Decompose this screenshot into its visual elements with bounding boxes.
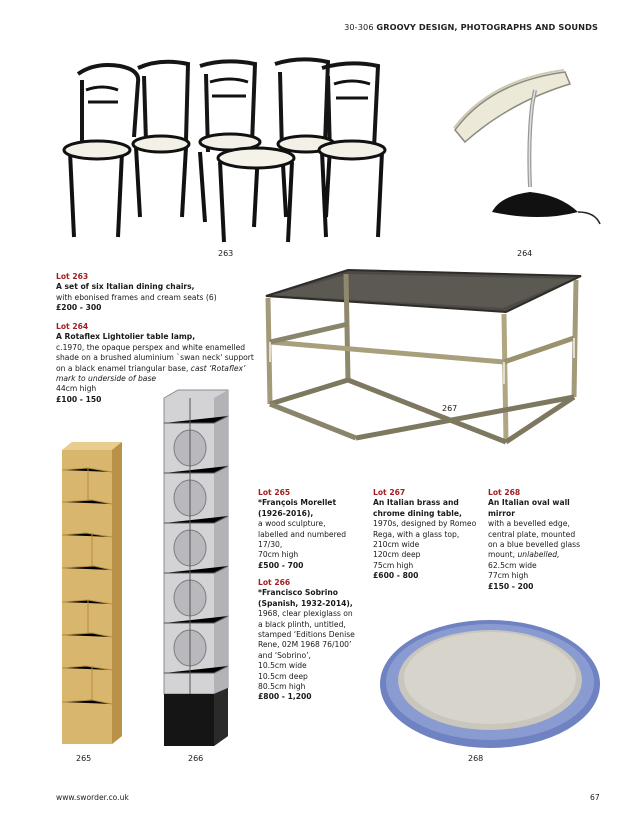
lot-267-title-2: chrome dining table, (373, 508, 462, 518)
lot-264-desc-4: mark to underside of base (56, 374, 157, 384)
lot-266-title-2: (Spanish, 1932-2014), (258, 598, 353, 608)
wood-sculpture-image (58, 440, 128, 748)
lot-266-height: 80.5cm high (258, 682, 306, 692)
lot-268-title-1: An Italian oval wall (488, 498, 570, 508)
plexiglass-column (164, 390, 228, 694)
lot-263-number: Lot 263 (56, 272, 89, 281)
lot-268-desc-4a: mount, (488, 550, 516, 560)
lot-268-desc-1: with a bevelled edge, (488, 519, 570, 529)
lot-264-estimate: £100 - 150 (56, 394, 102, 404)
lot-265-desc-1: a wood sculpture, (258, 519, 326, 529)
lot-264-desc-3b: cast ‘Rotaflex’ (190, 363, 246, 373)
lot-268-desc-2: central plate, mounted (488, 529, 576, 539)
lot-266-title-1: *Francisco Sobrino (258, 588, 339, 598)
lot-268-title-2: mirror (488, 508, 515, 518)
lot-264-desc-1: c.1970, the opaque perspex and white enamelled (56, 342, 246, 352)
lot-266-estimate: £800 - 1,200 (258, 692, 312, 702)
lot-267-width: 210cm wide (373, 540, 420, 550)
table-glass-top (266, 270, 581, 312)
lot-268-width: 62.5cm wide (488, 560, 537, 570)
table-lamp-image (430, 62, 615, 232)
lot-266-desc-4: Rene, 02M 1968 76/100’ (258, 640, 352, 650)
lot-265-entry (258, 488, 373, 571)
lamp-shade (454, 70, 570, 142)
lot-266-width: 10.5cm wide (258, 661, 307, 671)
image-label-265: 265 (76, 754, 92, 763)
lamp-base (492, 192, 578, 217)
image-label-266: 266 (188, 754, 204, 763)
lot-268-desc-4b: unlabelled, (517, 550, 560, 560)
lot-268-height: 77cm high (488, 571, 529, 581)
image-label-268: 268 (468, 754, 484, 763)
lot-267-desc-1: 1970s, designed by Romeo (373, 519, 477, 529)
black-plinth (164, 688, 228, 746)
lot-266-depth: 10.5cm deep (258, 671, 308, 681)
lot-264-desc-3 (56, 364, 261, 374)
lot-263-estimate: £200 - 300 (56, 303, 102, 313)
wood-block (62, 442, 122, 744)
header-page-ref: 30-306 (344, 22, 374, 32)
lot-268-desc-4 (488, 550, 603, 560)
lot-268-estimate: £150 - 200 (488, 581, 534, 591)
image-label-264: 264 (517, 249, 533, 258)
lot-266-number: Lot 266 (258, 578, 291, 587)
lot-265-desc-2: labelled and numbered (258, 529, 347, 539)
lot-263-description: with ebonised frames and cream seats (6) (56, 292, 217, 302)
lot-266-desc-2: a black plinth, untitled, (258, 619, 346, 629)
lot-265-estimate: £500 - 700 (258, 560, 304, 570)
lot-267-height: 75cm high (373, 560, 414, 570)
lot-265-title-2: (1926-2016), (258, 508, 314, 518)
lot-268-desc-3: on a blue bevelled glass (488, 540, 581, 550)
lot-264-desc-2: shade on a brushed aluminium `swan neck' support (56, 353, 254, 363)
chair-group (64, 59, 385, 242)
lot-266-desc-1: 1968, clear plexiglass on (258, 609, 353, 619)
oval-mirror-image (378, 618, 602, 752)
lot-265-number: Lot 265 (258, 488, 291, 497)
mirror-plate (398, 630, 582, 730)
running-header (344, 22, 598, 32)
lot-267-title-1: An Italian brass and (373, 498, 459, 508)
lot-265-desc-3: 17/30, (258, 540, 283, 550)
lot-266-entry (258, 578, 373, 703)
image-label-267: 267 (442, 404, 458, 413)
lot-267-desc-2: Rega, with a glass top, (373, 529, 460, 539)
lot-267-number: Lot 267 (373, 488, 406, 497)
lot-264-number: Lot 264 (56, 322, 89, 331)
lot-267-entry (373, 488, 485, 582)
dining-chairs-image (60, 52, 405, 247)
lot-267-estimate: £600 - 800 (373, 571, 419, 581)
lot-263-title: A set of six Italian dining chairs, (56, 282, 195, 292)
lot-267-depth: 120cm deep (373, 550, 421, 560)
plexiglass-sculpture-image (160, 388, 232, 750)
lot-264-height: 44cm high (56, 384, 97, 394)
chair-seats (64, 134, 385, 168)
image-label-263: 263 (218, 249, 234, 258)
header-section-title: GROOVY DESIGN, PHOTOGRAPHS AND SOUNDS (376, 22, 598, 32)
lot-268-number: Lot 268 (488, 488, 521, 497)
lot-266-desc-5: and ‘Sobrino’, (258, 650, 311, 660)
footer-website[interactable]: www.sworder.co.uk (56, 793, 129, 802)
page-number: 67 (590, 793, 600, 802)
lot-264-desc-3a: on a black enamel triangular base, (56, 363, 189, 373)
dining-table-image (256, 262, 586, 462)
lot-265-title-1: *François Morellet (258, 498, 337, 508)
lot-266-desc-3: stamped ‘Editions Denise (258, 630, 355, 640)
lot-263-entry (56, 272, 261, 314)
lot-265-height: 70cm high (258, 550, 299, 560)
lot-268-entry (488, 488, 603, 592)
lot-264-title: A Rotaflex Lightolier table lamp, (56, 332, 196, 342)
